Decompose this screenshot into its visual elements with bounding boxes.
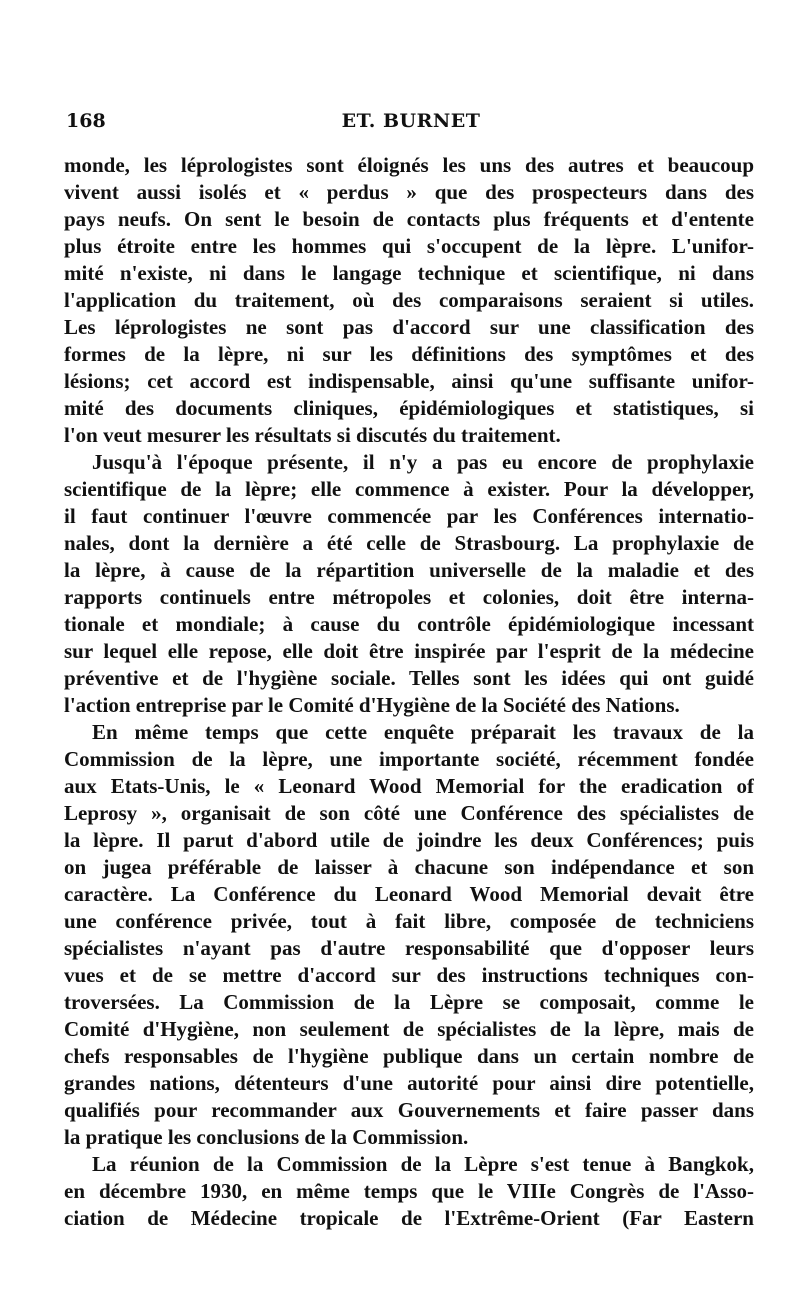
text-line: troversées. La Commission de la Lèpre se composait, comme le — [64, 990, 754, 1014]
text-line: la lèpre, à cause de la répartition universelle de la maladie et des — [64, 558, 754, 582]
text-line: tionale et mondiale; à cause du contrôle épidémiologique incessant — [64, 612, 754, 636]
text-line: nales, dont la dernière a été celle de Strasbourg. La prophylaxie de — [64, 531, 754, 555]
text-line: plus étroite entre les hommes qui s'occupent de la lèpre. L'unifor- — [64, 234, 754, 258]
text-line: rapports continuels entre métropoles et colonies, doit être interna- — [64, 585, 754, 609]
text-line: monde, les léprologistes sont éloignés les uns des autres et beaucoup — [64, 153, 754, 177]
text-line: scientifique de la lèpre; elle commence à exister. Pour la développer, — [64, 477, 754, 501]
text-line: Les léprologistes ne sont pas d'accord sur une classification des — [64, 315, 754, 339]
text-line: il faut continuer l'œuvre commencée par les Conférences internatio- — [64, 504, 754, 528]
text-line: une conférence privée, tout à fait libre, composée de techniciens — [64, 909, 754, 933]
running-head — [66, 110, 756, 138]
text-line: lésions; cet accord est indispensable, ainsi qu'une suffisante unifor- — [64, 369, 754, 393]
text-line: aux Etats-Unis, le « Leonard Wood Memorial for the eradication of — [64, 774, 754, 798]
page-number: 168 — [66, 110, 106, 132]
text-line: formes de la lèpre, ni sur les définitions des symptômes et des — [64, 342, 754, 366]
text-line: grandes nations, détenteurs d'une autorité pour ainsi dire potentielle, — [64, 1071, 754, 1095]
text-line: En même temps que cette enquête préparait les travaux de la — [92, 720, 754, 744]
text-line: pays neufs. On sent le besoin de contacts plus fréquents et d'entente — [64, 207, 754, 231]
text-line: caractère. La Conférence du Leonard Wood Memorial devait être — [64, 882, 754, 906]
text-line: vues et de se mettre d'accord sur des instructions techniques con- — [64, 963, 754, 987]
text-line: l'action entreprise par le Comité d'Hygiène de la Société des Nations. — [64, 693, 680, 717]
text-line: Leprosy », organisait de son côté une Conférence des spécialistes de — [64, 801, 754, 825]
text-line: ciation de Médecine tropicale de l'Extrême-Orient (Far Eastern — [64, 1206, 754, 1230]
text-line: sur lequel elle repose, elle doit être inspirée par l'esprit de la médecine — [64, 639, 754, 663]
text-line: la lèpre. Il parut d'abord utile de joindre les deux Conférences; puis — [64, 828, 754, 852]
text-line: spécialistes n'ayant pas d'autre responsabilité que d'opposer leurs — [64, 936, 754, 960]
body-text — [64, 152, 754, 1232]
text-line: l'on veut mesurer les résultats si discutés du traitement. — [64, 423, 561, 447]
running-title: ET. BURNET — [341, 110, 481, 132]
text-line: mité n'existe, ni dans le langage technique et scientifique, ni dans — [64, 261, 754, 285]
text-line: préventive et de l'hygiène sociale. Telles sont les idées qui ont guidé — [64, 666, 754, 690]
text-line: en décembre 1930, en même temps que le VIIIe Congrès de l'Asso- — [64, 1179, 754, 1203]
text-line: chefs responsables de l'hygiène publique dans un certain nombre de — [64, 1044, 754, 1068]
text-line: l'application du traitement, où des comparaisons seraient si utiles. — [64, 288, 754, 312]
text-line: La réunion de la Commission de la Lèpre s'est tenue à Bangkok, — [92, 1152, 754, 1176]
text-line: Jusqu'à l'époque présente, il n'y a pas eu encore de prophylaxie — [92, 450, 754, 474]
text-line: Commission de la lèpre, une importante société, récemment fondée — [64, 747, 754, 771]
text-line: Comité d'Hygiène, non seulement de spécialistes de la lèpre, mais de — [64, 1017, 754, 1041]
text-line: vivent aussi isolés et « perdus » que des prospecteurs dans des — [64, 180, 754, 204]
text-line: la pratique les conclusions de la Commission. — [64, 1125, 469, 1149]
text-line: on jugea préférable de laisser à chacune son indépendance et son — [64, 855, 754, 879]
text-line: mité des documents cliniques, épidémiologiques et statistiques, si — [64, 396, 754, 420]
text-line: qualifiés pour recommander aux Gouvernements et faire passer dans — [64, 1098, 754, 1122]
